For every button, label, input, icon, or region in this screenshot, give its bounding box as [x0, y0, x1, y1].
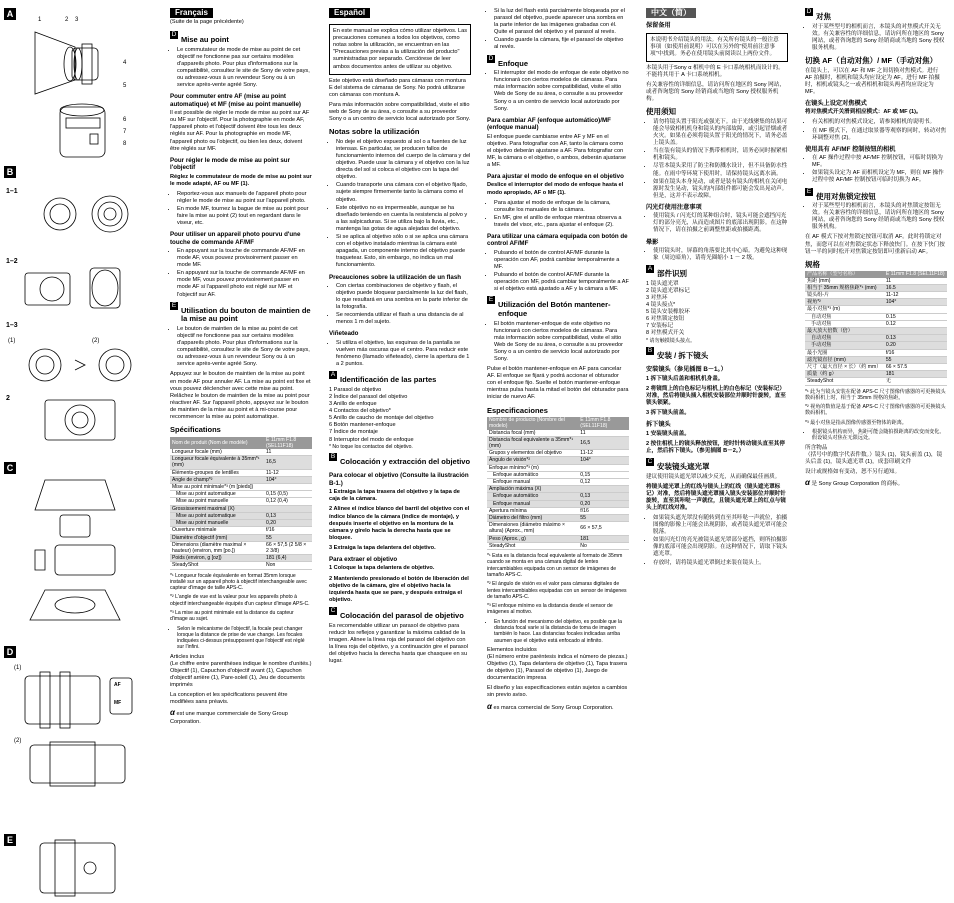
notes-heading: Notas sobre la utilización	[329, 127, 420, 137]
focus-hold-heading: Utilización del Botón mantener-enfoque	[498, 300, 611, 318]
focus-hold-text: Appuyez sur le bouton de maintien de la mise au point en mode AF pour annuler AF. La mise au point est fixe et vous pouvez déclencher avec cette mise au point. Relâchez le bouton de maintien de la mise au point pour réactiver AF. Sur l'appareil photo, appuyez sur le bouton de maintien de la mise au point et à mi-course pour recommencer la mise au point automatique.	[170, 371, 311, 420]
callout-2: 2	[65, 17, 69, 23]
hood-bullet: • 如果闪光灯的亮光被镜头遮光罩部分遮挡，则所拍摄影像的底部可能会出现阴影。在这种情况下，请取下镜头遮光罩。	[653, 537, 788, 558]
callout-1: 1	[38, 17, 42, 23]
focus-bullet: • 对于某些型号的相机而言，本镜头的对焦模式开关无效。有关兼容性的详细信息，请访问所在地区的 Sony 网站，或者咨询您的 Sony 经销商或当地的 Sony 授权服务机构。	[812, 24, 947, 52]
step-b2: 2	[6, 395, 10, 402]
spec-note-bullet: • En función del mecanismo del objetivo, es posible que la distancia focal varíe si la distancia de toma de imagen también lo hace. Las distancias focales indicadas arriba asumen que el objetivo está enfocado al infinito.	[494, 619, 629, 644]
callout-4: 4	[123, 60, 127, 66]
attach-lens-figure-3	[15, 340, 145, 385]
intro-text: 本镜头用于Sony α 相机中的 E 卡口系统相机而设计的。不能将其用于 A 卡口系统相机。	[646, 64, 784, 78]
notes-bullet: • 尽管本镜头采用了防尘和防溅水设计，但不具备防水性能。在雨中等环境下使用时，请保持镜头远离水滴。	[653, 163, 788, 177]
section-letter-c: C	[4, 462, 16, 474]
spec-note: *¹ Longueur focale équivalente en format 35mm lorsque installé sur un appareil photo à objectif interchangeable avec capteur d'image de taille APS-C.	[170, 572, 307, 592]
afmf-button-heading: Pour utiliser un appareil photo pourvu d'une touche de commande AF/MF	[170, 231, 301, 246]
set-mode-bullet: • En mode MF, tournez la bague de mise au point pour faire la mise au point (2) tout en regardant dans le viseur, etc.	[177, 206, 312, 227]
detach-lens-figure	[40, 390, 130, 445]
badge-e: E	[488, 296, 494, 304]
spec-note-bullet: • 根据镜头机构而异，焦距可能会随拍摄距离的改变而变化。假设镜头对焦在无限远处。	[812, 429, 947, 442]
parts-list: 1 Parasol de objetivo 2 Índice del parasol del objetivo 3 Anillo de enfoque 4 Contactos del objetivo* 5 Anillo de caucho de montaje del objetivo 6 Botón mantener-enfoque 7 Índice de montaje 8 Interruptor del modo de enfoque	[329, 386, 434, 443]
af-mf-heading: Para cambiar AF (enfoque automático)/MF (enfoque manual)	[487, 116, 611, 132]
step-b1-1: 1–1	[6, 188, 18, 195]
badge-d: D	[171, 31, 177, 39]
trademark-note: α est une marque commerciale de Sony Group Corporation.	[170, 708, 288, 725]
detach-steps: 1 Coloque la tapa delantera de objetivo. 2 Manteniendo presionado el botón de liberación del objetivo de la cámara, gire el objetivo hacia la izquierda hasta que se pare, y después extraiga el objetivo.	[329, 565, 469, 603]
included-heading: 所含物品	[805, 444, 828, 451]
spec-table: 产品名称（型号名称） E 11mm F1.8 (SEL11F18) 焦距 (mm) 11 相当于 35mm 规格焦距*¹ (mm) 16.5 镜头组-片 11-12 视角*² 104° 最小对焦*³ (m) 自动对焦 0.15 手动对焦 0.12 最大放大倍数（倍） 自动对焦 0.13 手动对焦 0.20 最小光圈 f/16 滤光镜直径 (mm) 55 尺寸（最大直径 × 长）（约 mm） 66 × 57.5 质量（约 g） 181 SteadyShot 无	[805, 271, 947, 385]
badge-e: E	[171, 301, 177, 309]
flash-bullet: • Se recomienda utilizar el flash a una distancia de al menos 1 m del sujeto.	[336, 312, 471, 326]
focus-hold-heading: Utilisation du bouton de maintien de la mise au point	[181, 305, 311, 324]
column-spanish-2	[487, 8, 629, 715]
af-label: AF	[114, 682, 121, 688]
parts-note: * No toque los contactos del objetivo.	[329, 443, 413, 450]
step-b1-2: 1–2	[6, 258, 18, 265]
mf-label: MF	[114, 700, 122, 706]
trademark-note: α 是 Sony Group Corporation 的商标。	[805, 478, 904, 488]
set-mode-bullet: • Reportez-vous aux manuels de l'appareil photo pour régler le mode de mise au point sur l'appareil photo.	[177, 191, 312, 205]
detach-subheading: Para extraer el objetivo	[329, 556, 398, 564]
afmf-button-heading: Para utilizar una cámara equipada con botón de control AF/MF	[487, 232, 628, 248]
alpha-logo-icon: α	[170, 708, 175, 718]
included-heading: Elementos incluidos	[487, 646, 537, 653]
focus-bullet: • El interruptor del modo de enfoque de este objetivo no funcionará con ciertos modelos de cámaras. Para más información sobre compatibilidad, visite el sitio Web de Sony de su área, o consulte a su proveedor Sony o a un centro de servicio local autorizado por Sony.	[494, 70, 629, 113]
afmf-button-bullet: • 在 AF 操作过程中按 AF/MF 控制按钮，可临时切换为 MF。	[812, 155, 947, 169]
badge-c: C	[330, 606, 336, 614]
included-text: （括号中的数字代表件数。）镜头 (1)，镜头前盖 (1)，镜头后盖 (1)，镜头遮光罩 (1)，成套印刷文件	[805, 451, 943, 465]
hood-bullet: • Si la luz del flash está parcialmente bloqueada por el parasol del objetivo, puede aparecer una sombra en la parte inferior de las imágenes grabadas con él. Quite el parasol del objetivo y el parasol al revés.	[494, 8, 629, 36]
hood-bullet: • 如果镜头遮光罩没有随转到直至其咔哒一声就位，拍摄图像的影像上可能会出现阴影，或者镜头遮光罩可能会脱落。	[653, 515, 788, 536]
badge-a: A	[330, 371, 336, 379]
hood-heading: Colocación del parasol de objetivo	[340, 610, 464, 620]
focus-hold-figure	[30, 838, 130, 898]
column-chinese-2	[805, 8, 947, 491]
included-text: (Le chiffre entre parenthèses indique le nombre d'unités.) Objectif (1), Capuchon d'objectif avant (1), Capuchon d'objectif arrière (1), Pare-soleil (1), Jeu de documents imprimés	[170, 660, 312, 689]
column-spanish-1	[329, 8, 471, 668]
notes-bullet: • 请勿将镜头置于阳光或强光下。由于光线聚集的结果可能会导致相机机身和镜头的内部故障，或引起冒烟或者火灾。如果在必须将镜头置于阳光的情况下，请务必盖上镜头盖。	[653, 119, 788, 147]
spec-note: *² 视角的数值是基于配备 APS-C 尺寸图像传感器的可更换镜头数码相机。	[805, 404, 946, 417]
focus-hold-text: Pulse el botón mantener-enfoque en AF para cancelar AF. El enfoque se fijará y podrá accionar el obturador con el enfoque fijo. Suelte el botón mantener-enfoque mientras pulsa hasta la mitad el botón del obturador para iniciar de nuevo AF.	[487, 366, 629, 401]
set-mode-bullet: • Para ajustar el modo de enfoque de la cámara, consulte los manuales de la cámara.	[494, 200, 629, 214]
set-mode-bullet: • 在 MF 模式下，在通过取景器等观察的同时，转动对焦环调整对焦 (2)。	[812, 128, 947, 142]
afmf-button-bullet: • En appuyant sur la touche de commande AF/MF en mode MF, vous pouvez provisoirement passer en mode AF si l'appareil photo est réglé sur MF et l'objectif sur AF.	[177, 270, 312, 298]
detach-steps: 1 安装镜头前盖。 2 按住相机上的镜头释放按钮，逆时针转动镜头直至其停止，然后拆下镜头。（参见插图 B－2。）	[646, 430, 785, 454]
focus-hold-text: 在 AF 模式下按对焦锁定按钮可取消 AF。此时将锁定对焦，而您可以在对焦锁定状态下释放快门。在按下快门按钮一半的同时松开对焦锁定按钮即可重新启动 AF。	[805, 234, 945, 255]
set-mode-bullet: • 有关相机的对焦模式设定，请参阅相机的说明书。	[812, 119, 947, 126]
trademark-note: α es marca comercial de Sony Group Corporation.	[487, 701, 614, 711]
parts-list: 1 镜头遮光罩 2 镜头遮光罩标记 3 对焦环 4 镜头接点* 5 镜头安装橡胶环 6 对焦锁定按钮 7 安装标记 8 对焦模式开关	[646, 280, 690, 337]
section-letter-e: E	[4, 834, 16, 846]
spec-note-bullet: • Selon le mécanisme de l'objectif, la focale peut changer lorsque la distance de prise de vue change. Les focales indiquées ci-dessus présupposent que l'objectif est réglé sur l'infini.	[177, 626, 312, 651]
spec-note: *¹ Esta es la distancia focal equivalente al formato de 35mm cuando se monta en una cámara digital de lentes intercambiables equipada con un sensor de imágenes de tamaño APS-C.	[487, 553, 623, 578]
section-letter-b: B	[4, 166, 16, 178]
focus-hold-bullet: • El botón mantener-enfoque de este objetivo no funcionará con ciertos modelos de cámaras. Para más información sobre compatibilidad, visite el sitio Web de Sony de su área, o consulte a su proveedor Sony o a un centro de servicio local autorizado por Sony.	[494, 321, 629, 364]
keep-heading: 保留备用	[646, 22, 671, 30]
hood-figure	[25, 470, 140, 635]
illustrations-column	[0, 0, 150, 903]
lens-parts-figure	[30, 22, 125, 162]
af-mf-heading: Pour commuter entre AF (mise au point automatique) et MF (mise au point manuelle)	[170, 93, 301, 108]
spec-note: *³ La mise au point minimale est la distance du capteur d'image au sujet.	[170, 610, 294, 623]
af-mf-heading: 切换 AF（自动对焦）/ MF（手动对焦）	[805, 55, 938, 65]
set-mode-heading: Pour régler le mode de mise au point sur l'objectif	[170, 156, 290, 172]
hood-text: 建议使用镜头遮光罩以减少反光，从而确保最佳画质。	[646, 473, 781, 480]
focus-bullet: • Le commutateur de mode de mise au point de cet objectif ne fonctionne pas sur certains modèles d'appareils photo. Pour plus d'informations sur la compatibilité, consultez le site de Sony de votre pays, ou adressez-vous à un revendeur Sony ou à un service après-vente agréé Sony.	[177, 47, 312, 90]
label-d2: (2)	[14, 738, 22, 744]
label-1: (1)	[8, 338, 16, 344]
lang-tag-fr: Français	[170, 8, 213, 18]
spec-heading: Especificaciones	[487, 405, 548, 415]
alpha-logo-icon: α	[805, 478, 810, 488]
hood-text: Es recomendable utilizar un parasol de objetivo para reducir los reflejos y garantizar la máxima calidad de la imagen. Alinee la línea roja del parasol del objetivo con la línea roja del objetivo, y a continuación gire el parasol del objetivo hacia la derecha hasta que chasquee en su lugar.	[329, 622, 468, 664]
badge-d: D	[806, 8, 812, 15]
badge-c: C	[647, 457, 653, 465]
spec-heading: 规格	[805, 259, 820, 269]
afmf-button-bullet: • 如果镜头设定为 AF 而相机设定为 MF，则在 MF 操作过程中按 AF/MF 控制按钮可临时切换为 AF。	[812, 170, 947, 184]
set-mode-text: Réglez le commutateur de mode de mise au point sur le mode adapté, AF ou MF (1).	[170, 173, 312, 187]
vignetting-heading: Viñeteado	[329, 330, 359, 338]
section-letter-a: A	[4, 8, 16, 20]
badge-b: B	[647, 346, 653, 354]
spec-table: Nombre de producto (Nombre del modelo) E 11mm F1.8 (SEL11F18) Distancia focal (mm) 11 Distancia focal equivalente a 35mm*¹ (mm) 16,5 Grupos y elementos del objetivo 11-12 Ángulo de visión*² 104° Enfoque mínimo*³ (m) Enfoque automático 0,15 Enfoque manual 0,12 Ampliación máxima (X) Enfoque automático 0,13 Enfoque manual 0,20 Apertura mínima f/16 Diámetro del filtro (mm) 55 Dimensiones (diámetro máximo × altura) (Aprox., mm) 66 × 57,5 Peso (Aprox., g) 181 SteadyShot No	[487, 417, 629, 550]
badge-d: D	[488, 54, 494, 62]
intro-box: En este manual se explica cómo utilizar objetivos. Las precauciones comunes a todos los objetivos, como notas sobre la utilización, se encuentran en las "Precauciones previas a la utilización del producto" suministradas por separado. Cerciórese de leer ambos documentos antes de utilizar su objetivo.	[329, 24, 471, 75]
af-mf-text: El enfoque puede cambiarse entre AF y MF en el objetivo. Para fotografiar con AF, tanto la cámara como el objetivo deberán ajustarse a AF. Para fotografiar con MF, la cámara o el objetivo, o ambos, deberán ajustarse a MF.	[487, 133, 626, 168]
design-note: La conception et les spécifications peuvent être modifiées sans préavis.	[170, 692, 288, 706]
set-mode-heading: Para ajustar el modo de enfoque en el objetivo	[487, 173, 624, 180]
flash-bullet: • Con ciertas combinaciones de objetivo y flash, el objetivo puede bloquear parcialmente la luz del flash, lo que resultará en una sombra en la parte inferior de la fotografía.	[336, 283, 471, 311]
flash-heading: 闪光灯使用注意事项	[646, 203, 702, 211]
callout-8: 8	[123, 141, 127, 147]
step-b1-3: 1–3	[6, 322, 18, 329]
section-letter-d: D	[4, 646, 16, 658]
label-2: (2)	[92, 338, 100, 344]
spec-note: *² L'angle de vue est la valeur pour les appareils photo à objectif interchangeable équipés d'un capteur d'image APS-C.	[170, 594, 310, 607]
set-mode-text: 将对焦模式开关滑到相应模式：AF 或 MF (1)。	[805, 109, 922, 116]
vignetting-heading: 晕影	[646, 238, 659, 246]
vignetting-bullet: • 使用镜头时，屏幕的角落要比其中心暗。为避免这种现象（周边暗角），请将光圈缩小 1 － 2 级。	[653, 248, 788, 262]
flash-heading: Precauciones sobre la utilización de un flash	[329, 273, 462, 281]
intro-text: 有关兼容性的详细信息，请访问所在地区的 Sony 网站，或者咨询您的 Sony 经销商或当地的 Sony 授权服务机构。	[646, 81, 785, 103]
intro-box: 本说明书介绍镜头的用法。有关所有镜头的一般注意事项（如使用前说明）可以在另外的"使用前注意事项"中找到。务必在使用镜头前阅读以上两份文件。	[646, 33, 788, 62]
design-note: 设计或规格如有变动，恕不另行通知。	[805, 468, 901, 475]
hood-instruction: 将镜头遮光罩上的红线与镜头上的红线（镜头遮光罩标记）对准，然后将镜头遮光罩插入镜头安装部位并顺时针旋转，直至其咔哒一声就位，且镜头遮光罩上的红点与镜头上的红线对准。	[646, 483, 786, 511]
set-mode-heading: 在镜头上设定对焦模式	[805, 99, 867, 107]
hood-bullet: • 存放时，请将镜头遮光罩倒过来装在镜头上。	[653, 560, 788, 567]
notes-bullet: • Cuando transporte una cámara con el objetivo fijado, sujete siempre firmemente tanto la cámara como el objetivo.	[336, 182, 471, 203]
af-mf-text: Il est possible de régler le mode de mise au point sur AF ou MF sur l'objectif. Pour la photographie en mode AF, l'appareil photo et l'objectif doivent être tous les deux réglés sur AF. Pour la photographie en mode MF, l'appareil photo ou l'objectif, ou bien les deux, doivent être réglés sur MF.	[170, 110, 310, 152]
spec-note: *¹ 此为当镜头安装在配备 APS-C 尺寸图像传感器的可更换镜头数码相机上时，相当于 35mm 规格的焦距。	[805, 388, 946, 401]
attach-subheading: 安装镜头（参见插图 B－1。）	[646, 366, 727, 374]
included-text: (El número entre paréntesis indica el número de piezas.) Objetivo (1), Tapa delantera de objetivo (1), Tapa trasera de objetivo (1), Parasol de objetivo (1), Juego de documentación impresa	[487, 653, 628, 682]
callout-6: 6	[123, 117, 127, 123]
afmf-button-heading: 使用具有 AF/MF 控制按钮的相机	[805, 145, 896, 153]
hood-bullet: • Cuando guarde la cámara, fije el parasol de objetivo al revés.	[494, 37, 629, 51]
parts-heading: Identificación de las partes	[340, 375, 437, 385]
focus-hold-bullet: • Le bouton de maintien de la mise au point de cet objectif ne fonctionne pas sur certains modèles d'appareils photo. Pour plus d'informations sur la compatibilité, consultez le site de Sony de votre pays, ou adressez-vous à un revendeur Sony ou à un service après-vente agréé Sony.	[177, 326, 312, 369]
callout-7: 7	[123, 129, 127, 135]
attach-steps: 1 Extraiga la tapa trasera del objetivo y la tapa de caja de la cámara. 2 Alinee el índice blanco del barril del objetivo con el índice blanco de la cámara (índice de montaje), y después inserte el objetivo en la montura de la cámara y gírelo hacia la derecha hasta que se bloquee. 3 Extraiga la tapa delantera del objetivo.	[329, 489, 470, 551]
afmf-button-bullet: • Pulsando el botón de control AF/MF durante la operación con MF, podrá cambiar temporalmente a AF si el objetivo está ajustado a AF y la cámara a MF.	[494, 272, 629, 293]
intro-text: Para más información sobre compatibilidad, visite el sitio web de Sony de su área, o consulte a su proveedor Sony o a un centro de servicio local autorizado por Sony.	[329, 101, 471, 123]
column-chinese-1	[646, 8, 788, 570]
parts-note: * 请勿触摸镜头接点。	[646, 337, 696, 344]
notes-bullet: • 如果在镜头本身晃动，或者是装有镜头的相机在关闭电源时发生晃动，镜头的内部组件都可能会发出晃动声。但是，这并不表示故障。	[653, 179, 788, 200]
focus-hold-bullet: • 对于某些型号的相机而言，本镜头的对焦锁定按钮无效。有关兼容性的详细信息，请访问所在地区的 Sony 网站，或者咨询您的 Sony 经销商或当地的 Sony 授权服务机构。	[812, 203, 947, 231]
hood-heading: 安装镜头遮光罩	[657, 461, 710, 471]
notes-bullet: • Este objetivo no es impermeable, aunque se ha diseñado teniendo en cuenta la resistencia al polvo y a las salpicaduras. Si se utiliza bajo la lluvia, etc., mantenga las gotas de agua alejadas del objetivo.	[336, 205, 471, 233]
callout-3: 3	[75, 17, 79, 23]
attach-lens-figure-2	[20, 258, 140, 313]
attach-steps: 1 拆下镜头后盖和相机机身盖。 2 将镜筒上的白色标记与相机上的白色标记（安装标记）对准，然后将镜头插入相机安装部位并顺时针旋转，直至锁头锁紧。 3 拆下镜头前盖。	[646, 375, 786, 417]
notes-heading: 使用须知	[646, 107, 676, 117]
spec-heading: Spécifications	[170, 425, 221, 435]
lang-tag-es: Español	[329, 8, 370, 18]
spec-note: *³ El enfoque mínimo es la distancia desde el sensor de imágenes al motivo.	[487, 603, 613, 616]
focus-heading: Enfoque	[498, 58, 528, 68]
attach-subheading: Para colocar el objetivo (Consulte la ilustración B-1.)	[329, 472, 469, 487]
included-heading: Articles inclus	[170, 653, 205, 660]
attach-lens-figure-1	[40, 184, 140, 244]
notes-bullet: • 当在装有镜头的情况下携带相机时，请务必同时握紧相机和镜头。	[653, 148, 788, 162]
af-mf-text: 在镜头上，可以在 AF 和 MF 之间切换对焦模式。进行 AF 拍摄时，相机和镜头均应设定为 AF。进行 MF 拍摄时，相机或镜头之一或者相机和镜头两者均应设定为 MF。	[805, 67, 940, 95]
intro-text: Este objetivo está diseñado para cámaras con montura E del sistema de cámaras de Sony. No podrá utilizarse con cámaras con montura A.	[329, 77, 466, 98]
callout-5: 5	[123, 83, 127, 89]
badge-a: A	[647, 265, 653, 273]
badge-b: B	[330, 452, 336, 460]
focus-hold-heading: 使用对焦锁定按钮	[816, 191, 876, 201]
spec-note: *³ 最小对焦是指从图像传感器至物体的距离。	[805, 419, 907, 426]
attach-heading: 安装 / 拆下镜头	[657, 350, 709, 360]
set-mode-bullet: • En MF, gire el anillo de enfoque mientras observa a través del visor, etc., para ajustar el enfoque (2).	[494, 215, 629, 229]
spec-table: Nom de produit (Nom de modèle) E 11mm F1.8 (SEL11F18) Longueur focale (mm) 11 Longueur focale équivalente à 35mm*¹ (mm) 16,5 Éléments-groupes de lentilles 11-12 Angle de champ*² 104° Mise au point minimale*³ (m [pieds]) Mise au point automatique 0,15 (0,5) Mise au point manuelle 0,12 (0,4) Grossissement maximal (X) Mise au point automatique 0,13 Mise au point manuelle 0,20 Ouverture minimale f/16 Diamètre d'objectif (mm) 55 Dimensions (diamètre maximal × hauteur) (environ, mm [po.]) 66 × 57,5 (2 5/8 × 2 3/8) Poids (environ, g [oz]) 181 (6,4) SteadyShot Non	[170, 437, 312, 570]
vignetting-bullet: • Si utiliza el objetivo, las esquinas de la pantalla se vuelven más oscuras que el centro. Para reducir este fenómeno (llamado viñeteado), cierre la apertura de 1 a 2 puntos.	[336, 340, 471, 368]
focus-ring-figure	[20, 740, 135, 788]
afmf-button-bullet: • En appuyant sur la touche de commande AF/MF en mode AF, vous pouvez provisoirement passer en mode MF.	[177, 248, 312, 269]
parts-heading: 部件识别	[657, 269, 687, 279]
notes-bullet: • No deje el objetivo expuesto al sol o a fuentes de luz intensas. En particular, se producen fallos de funcionamiento internos del cuerpo de la cámara y del objetivo. Puede usar la cámara y el objetivo con la luz directa del sol si coloca el objetivo con la tapa del objetivo.	[336, 139, 471, 182]
design-note: El diseño y las especificaciones están sujetos a cambios sin previo aviso.	[487, 685, 628, 699]
badge-e: E	[806, 187, 812, 195]
afmf-button-bullet: • Pulsando el botón de control AF/MF durante la operación con AF, podrá cambiar temporalmente a MF.	[494, 250, 629, 271]
flash-bullet: • 使用镜头 / 闪光灯的某种组合时，镜头可能会遮挡闪光灯的部分亮光，从而造成图片的底部出现阴影。在这种情况下，请在拍摄之前调整焦距或拍摄距离。	[653, 213, 788, 234]
focus-heading: 对焦	[816, 12, 831, 21]
lang-tag-zh: 中文（简）	[646, 8, 696, 18]
notes-bullet: • Si se aplica al objetivo sólo o si se aplica una cámara con el objetivo instalado mientras la cámara esté apagada, un componente interno del objetivo puede traquetear. Esto, sin embargo, no indica un mal funcionamiento.	[336, 234, 471, 269]
column-french	[170, 8, 312, 729]
focus-switch-figure	[20, 668, 135, 730]
label-d1: (1)	[14, 665, 22, 671]
detach-subheading: 拆下镜头	[646, 421, 671, 429]
alpha-logo-icon: α	[487, 701, 492, 711]
focus-heading: Mise au point	[181, 35, 229, 45]
continued-note: (Suite de la page précédente)	[170, 19, 244, 26]
spec-note: *² El ángulo de visión es el valor para cámaras digitales de lentes intercambiables equipadas con un sensor de imágenes de tamaño APS-C.	[487, 581, 627, 600]
set-mode-text: Deslice el interruptor del modo de enfoque hasta el modo apropiado, AF o MF (1).	[487, 182, 624, 196]
attach-heading: Colocación y extracción del objetivo	[340, 456, 471, 466]
